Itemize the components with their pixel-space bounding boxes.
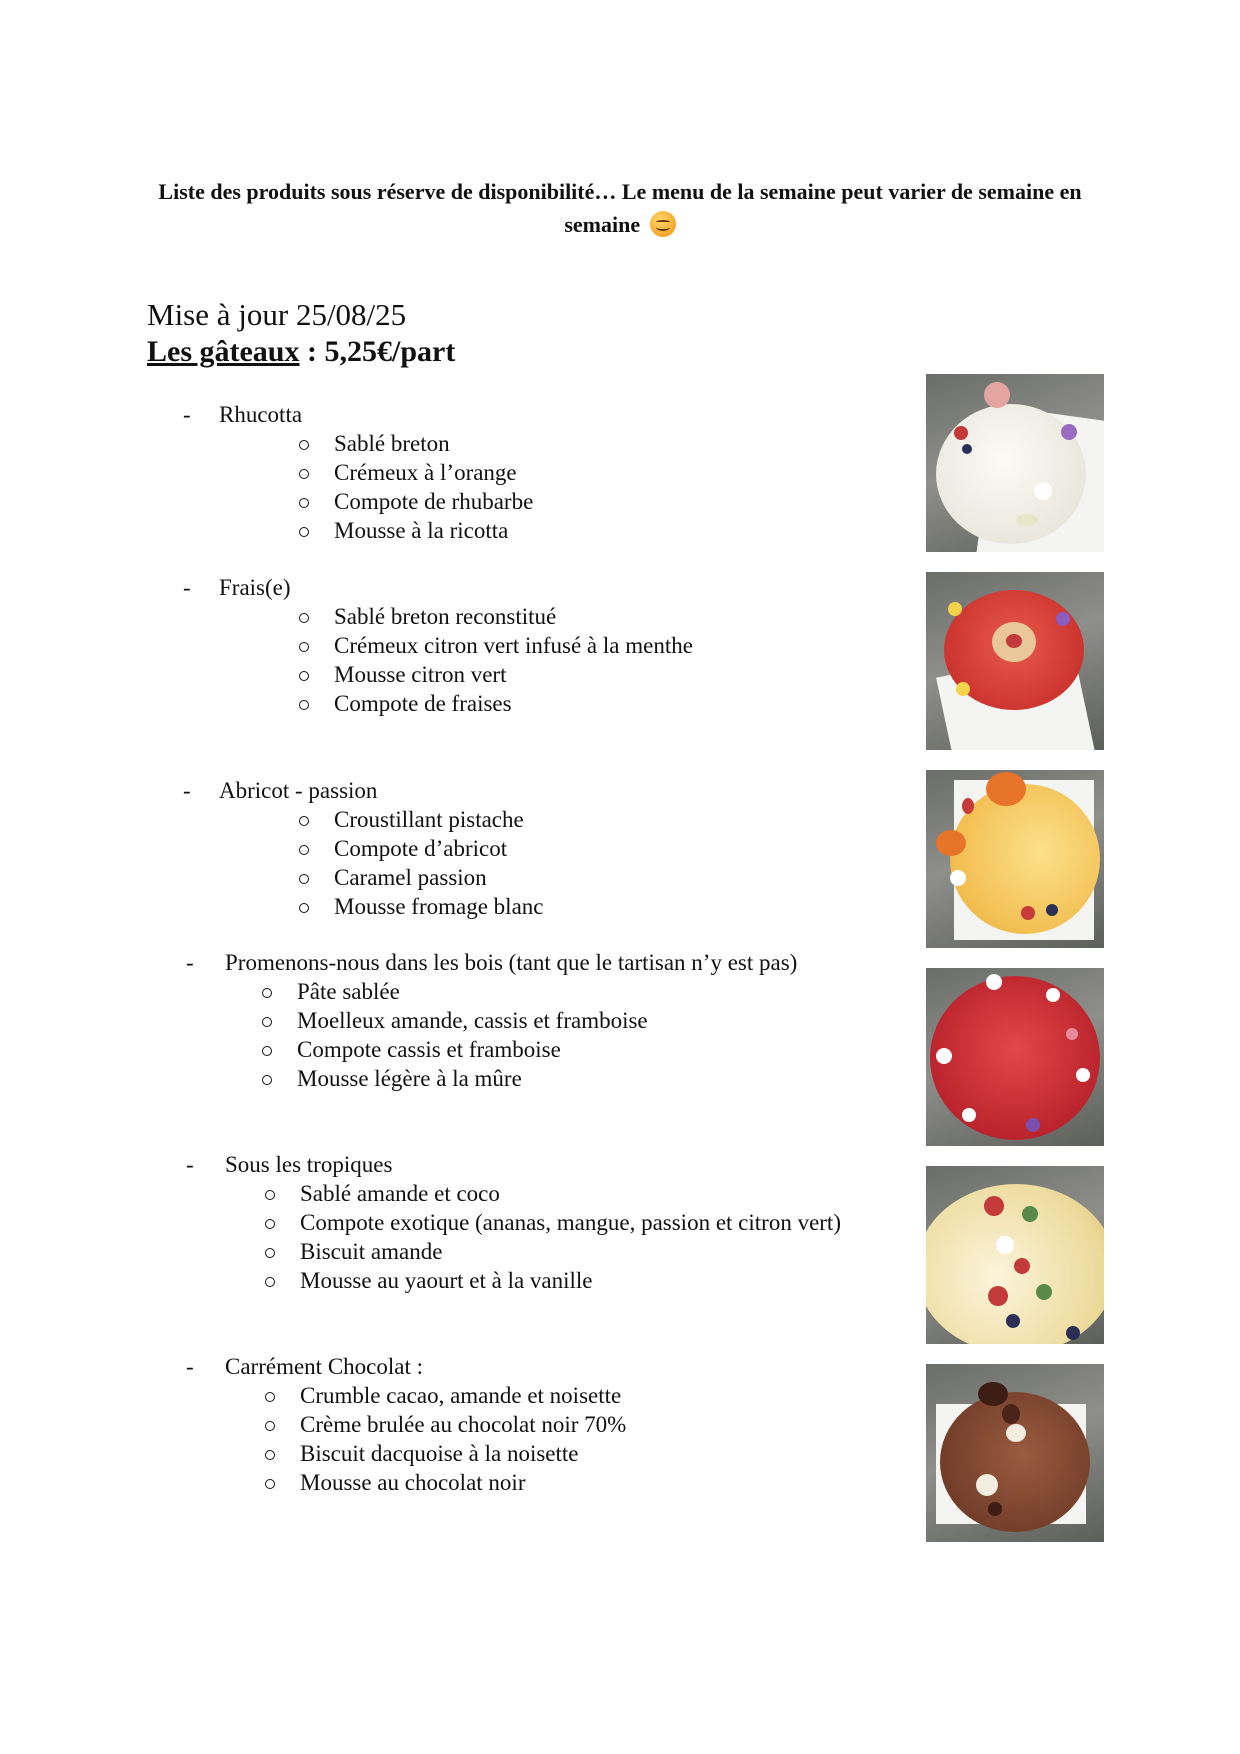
cake-item: - Abricot - passion Croustillant pistache Compote d’abricot Caramel passion Mousse fromage blanc [147, 776, 544, 921]
ingredient-item: Crumble cacao, amande et noisette [150, 1381, 626, 1410]
fraise-cake-photo [926, 572, 1104, 750]
circle-bullet-icon [299, 700, 309, 710]
ingredient-list [150, 1381, 626, 1497]
abricot-cake-photo [926, 770, 1104, 948]
circle-bullet-icon [265, 1219, 275, 1229]
ingredient-item: Pâte sablée [150, 977, 797, 1006]
cake-item: - Promenons-nous dans les bois (tant que le tartisan n’y est pas) Pâte sablée Moelleux amande, cassis et framboise Compote cassis et framboise Mousse légère à la mûre [150, 948, 797, 1093]
circle-bullet-icon [299, 440, 309, 450]
circle-bullet-icon [262, 988, 272, 998]
circle-bullet-icon [262, 1017, 272, 1027]
cake-name: Abricot - passion [219, 778, 378, 803]
ingredient-list [147, 805, 544, 921]
cake-item: - Carrément Chocolat : Crumble cacao, amande et noisette Crème brulée au chocolat noir 70% Biscuit dacquoise à la noisette Mousse au chocolat noir [150, 1352, 626, 1497]
circle-bullet-icon [299, 845, 309, 855]
circle-bullet-icon [299, 527, 309, 537]
cakes-label: Les gâteaux [147, 335, 300, 368]
cake-name: Rhucotta [219, 402, 303, 427]
circle-bullet-icon [299, 816, 309, 826]
cake-item: - Frais(e) Sablé breton reconstitué Crémeux citron vert infusé à la menthe Mousse citron vert Compote de fraises [147, 573, 693, 718]
circle-bullet-icon [299, 903, 309, 913]
ingredient-item: Mousse citron vert [147, 660, 693, 689]
circle-bullet-icon [299, 874, 309, 884]
rhucotta-cake-photo [926, 374, 1104, 552]
ingredient-item: Crémeux à l’orange [147, 458, 533, 487]
update-date: Mise à jour 25/08/25 [147, 297, 407, 332]
cake-name: Promenons-nous dans les bois (tant que le tartisan n’y est pas) [225, 950, 798, 975]
circle-bullet-icon [299, 469, 309, 479]
ingredient-item: Sablé amande et coco [150, 1179, 841, 1208]
circle-bullet-icon [265, 1392, 275, 1402]
ingredient-item: Crémeux citron vert infusé à la menthe [147, 631, 693, 660]
ingredient-item: Moelleux amande, cassis et framboise [150, 1006, 797, 1035]
circle-bullet-icon [299, 613, 309, 623]
ingredient-item: Compote de rhubarbe [147, 487, 533, 516]
ingredient-item: Mousse au yaourt et à la vanille [150, 1266, 841, 1295]
circle-bullet-icon [299, 642, 309, 652]
circle-bullet-icon [265, 1248, 275, 1258]
ingredient-item: Compote d’abricot [147, 834, 544, 863]
ingredient-list [150, 977, 797, 1093]
circle-bullet-icon [299, 671, 309, 681]
cake-price: 5,25€/part [324, 335, 456, 368]
circle-bullet-icon [265, 1190, 275, 1200]
ingredient-item: Sablé breton [147, 429, 533, 458]
ingredient-list [147, 602, 693, 718]
cakes-price-heading [147, 335, 455, 369]
cake-item: - Rhucotta Sablé breton Crémeux à l’orange Compote de rhubarbe Mousse à la ricotta [147, 400, 533, 545]
ingredient-item: Compote exotique (ananas, mangue, passion et citron vert) [150, 1208, 841, 1237]
ingredient-list [150, 1179, 841, 1295]
cake-name: Sous les tropiques [225, 1152, 393, 1177]
ingredient-item: Caramel passion [147, 863, 544, 892]
ingredient-item: Crème brulée au chocolat noir 70% [150, 1410, 626, 1439]
ingredient-item: Mousse à la ricotta [147, 516, 533, 545]
circle-bullet-icon [265, 1479, 275, 1489]
circle-bullet-icon [265, 1450, 275, 1460]
ingredient-item: Mousse fromage blanc [147, 892, 544, 921]
price-separator: : [299, 335, 325, 368]
availability-notice [150, 175, 1090, 241]
circle-bullet-icon [262, 1075, 272, 1085]
bois-cake-photo [926, 968, 1104, 1146]
cake-name: Carrément Chocolat : [225, 1354, 423, 1379]
chocolat-cake-photo [926, 1364, 1104, 1542]
circle-bullet-icon [265, 1421, 275, 1431]
ingredient-item: Mousse au chocolat noir [150, 1468, 626, 1497]
ingredient-list [147, 429, 533, 545]
notice-text: Liste des produits sous réserve de disponibilité… Le menu de la semaine peut varier de semaine en semaine [158, 179, 1082, 237]
ingredient-item: Biscuit dacquoise à la noisette [150, 1439, 626, 1468]
cake-item: - Sous les tropiques Sablé amande et coco Compote exotique (ananas, mangue, passion et citron vert) Biscuit amande Mousse au yaourt et à la vanille [150, 1150, 841, 1295]
circle-bullet-icon [262, 1046, 272, 1056]
tropiques-cake-photo [926, 1166, 1104, 1344]
circle-bullet-icon [299, 498, 309, 508]
ingredient-item: Compote de fraises [147, 689, 693, 718]
ingredient-item: Mousse légère à la mûre [150, 1064, 797, 1093]
smiling-face-icon [650, 211, 676, 237]
cake-name: Frais(e) [219, 575, 291, 600]
ingredient-item: Sablé breton reconstitué [147, 602, 693, 631]
ingredient-item: Compote cassis et framboise [150, 1035, 797, 1064]
circle-bullet-icon [265, 1277, 275, 1287]
ingredient-item: Biscuit amande [150, 1237, 841, 1266]
ingredient-item: Croustillant pistache [147, 805, 544, 834]
